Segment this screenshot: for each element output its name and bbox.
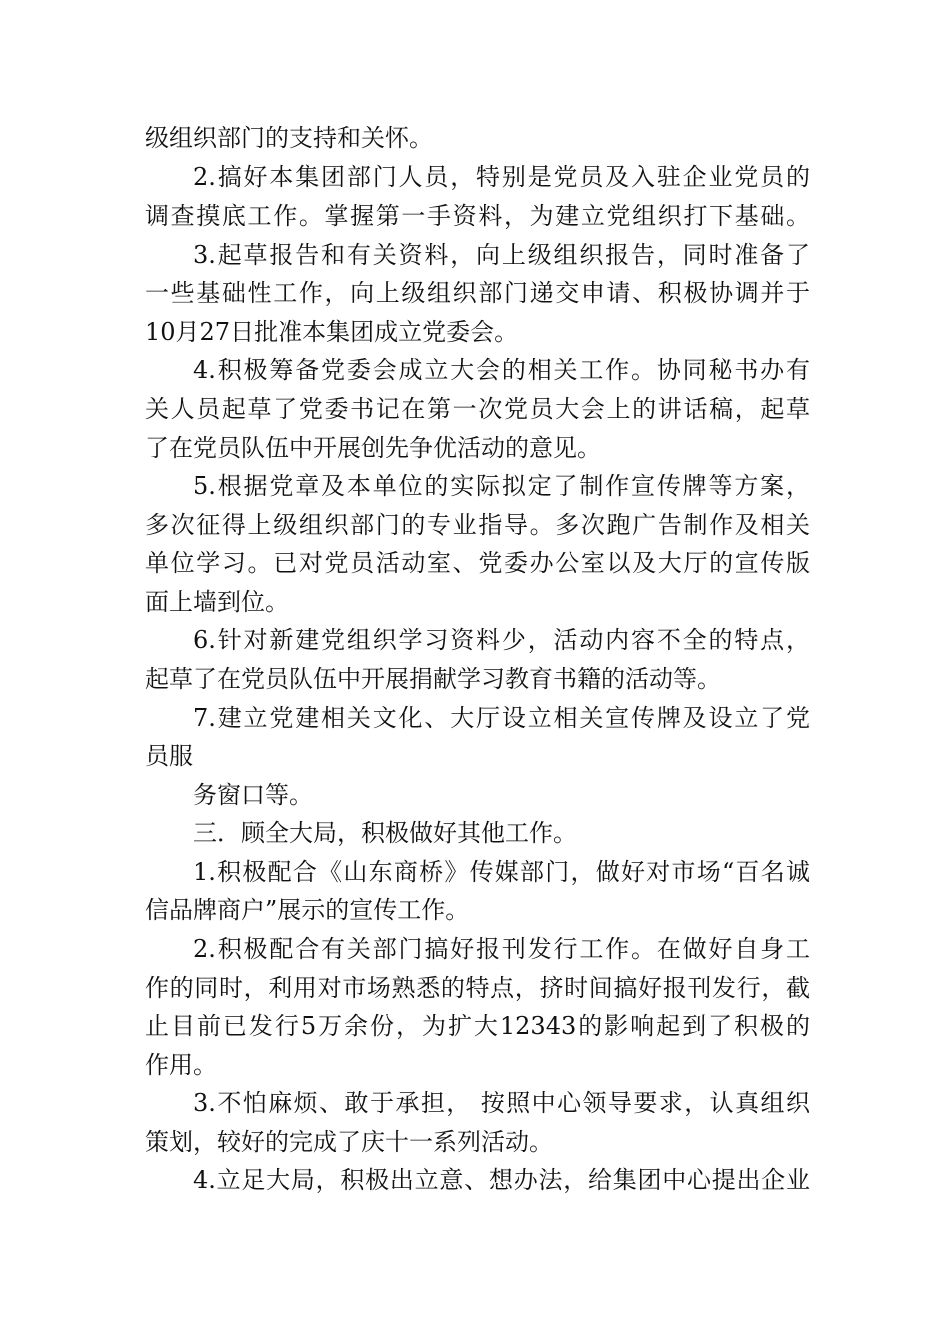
text-line: 作用。 (145, 1051, 217, 1079)
text-line: 调查摸底工作。掌握第一手资料，为建立党组织打下基础。 (145, 202, 810, 230)
text-line: 面上墙到位。 (145, 588, 289, 616)
text-line: 2.积极配合有关部门搞好报刊发行工作。在做好自身工 (193, 935, 810, 963)
text-line: 务窗口等。 (193, 781, 313, 809)
text-line: 信品牌商户”展示的宣传工作。 (145, 896, 470, 924)
text-line: 5.根据党章及本单位的实际拟定了制作宣传牌等方案， (193, 472, 810, 500)
text-line: 单位学习。已对党员活动室、党委办公室以及大厅的宣传版 (145, 549, 810, 577)
text-line: 2.搞好本集团部门人员，特别是党员及入驻企业党员的 (193, 163, 810, 191)
text-line: 一些基础性工作，向上级组织部门递交申请、积极协调并于 (145, 279, 810, 307)
text-line: 3.起草报告和有关资料，向上级组织报告，同时准备了 (193, 241, 810, 269)
text-line: 关人员起草了党委书记在第一次党员大会上的讲话稿，起草 (145, 395, 810, 423)
text-line: 员服 (145, 742, 193, 770)
text-line: 多次征得上级组织部门的专业指导。多次跑广告制作及相关 (145, 511, 810, 539)
text-line: 10月27日批准本集团成立党委会。 (145, 318, 519, 346)
text-line: 6.针对新建党组织学习资料少，活动内容不全的特点， (193, 626, 810, 654)
text-line: 4.立足大局，积极出立意、想办法，给集团中心提出企业 (193, 1166, 810, 1194)
text-line: 作的同时，利用对市场熟悉的特点，挤时间搞好报刊发行，截 (145, 974, 810, 1002)
text-line: 4.积极筹备党委会成立大会的相关工作。协同秘书办有 (193, 356, 810, 384)
text-line: 1.积极配合《山东商桥》传媒部门，做好对市场“百名诚 (193, 858, 810, 886)
text-line: 了在党员队伍中开展创先争优活动的意见。 (145, 434, 601, 462)
text-line: 级组织部门的支持和关怀。 (145, 124, 433, 152)
section-heading: 三．顾全大局，积极做好其他工作。 (193, 819, 577, 847)
text-line: 3.不怕麻烦、敢于承担， 按照中心领导要求，认真组织 (193, 1089, 810, 1117)
text-line: 7.建立党建相关文化、大厅设立相关宣传牌及设立了党 (193, 704, 810, 732)
text-line: 策划，较好的完成了庆十一系列活动。 (145, 1128, 553, 1156)
text-line: 起草了在党员队伍中开展捐献学习教育书籍的活动等。 (145, 665, 721, 693)
text-line: 止目前已发行5万余份，为扩大12343的影响起到了积极的 (145, 1012, 810, 1040)
